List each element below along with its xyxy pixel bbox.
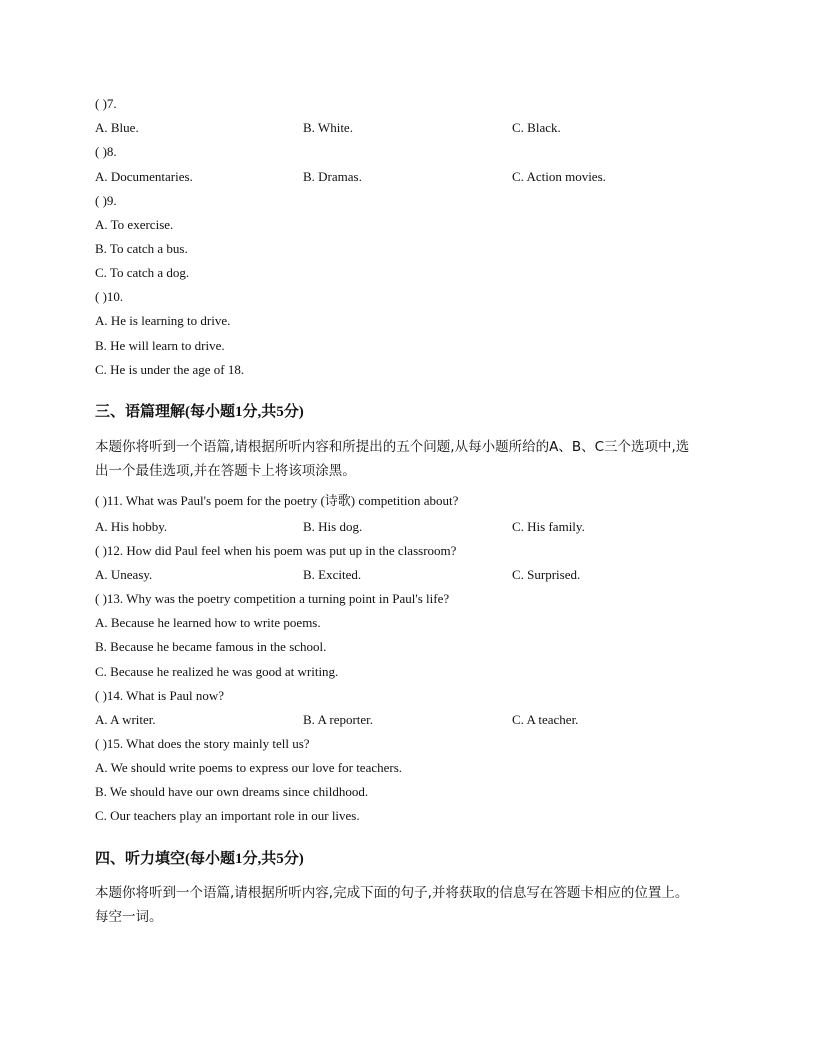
question-13-stem: ( )13. Why was the poetry competition a turning point in Paul's life?	[95, 591, 450, 606]
question-14-options	[95, 711, 735, 729]
question-10-option-b: B. He will learn to drive.	[95, 338, 225, 353]
question-13-option-c: C. Because he realized he was good at writing.	[95, 664, 339, 679]
question-10-stem: ( )10.	[95, 289, 124, 304]
option-a: A. Blue.	[95, 120, 139, 135]
question-9-option-a: A. To exercise.	[95, 217, 174, 232]
question-15-option-c: C. Our teachers play an important role in our lives.	[95, 808, 360, 823]
option-c: C. A teacher.	[512, 712, 579, 727]
section-4-instruction-line-2: 每空一词。	[95, 909, 163, 925]
section-4-instruction-line-1: 本题你将听到一个语篇,请根据所听内容,完成下面的句子,并将获取的信息写在答题卡相应的位置上。	[95, 885, 689, 901]
question-11-stem: ( )11. What was Paul's poem for the poetry (诗歌) competition about?	[95, 493, 459, 508]
section-3-instruction-line-2: 出一个最佳选项,并在答题卡上将该项涂黑。	[95, 463, 356, 479]
question-15-stem: ( )15. What does the story mainly tell us?	[95, 736, 310, 751]
question-9-option-b: B. To catch a bus.	[95, 241, 188, 256]
section-3-instruction-line-1: 本题你将听到一个语篇,请根据所听内容和所提出的五个问题,从每小题所给的A、B、C三个选项中,选	[95, 439, 690, 455]
option-a: A. A writer.	[95, 712, 156, 727]
option-b: B. Dramas.	[303, 169, 362, 184]
option-b: B. Excited.	[303, 567, 362, 582]
question-8-stem: ( )8.	[95, 144, 117, 159]
question-7-stem: ( )7.	[95, 96, 117, 111]
option-c: C. Action movies.	[512, 169, 606, 184]
question-9-option-c: C. To catch a dog.	[95, 265, 190, 280]
question-15-option-b: B. We should have our own dreams since childhood.	[95, 784, 369, 799]
option-c: C. Surprised.	[512, 567, 581, 582]
question-11-options	[95, 518, 735, 536]
question-13-option-a: A. Because he learned how to write poems.	[95, 615, 321, 630]
option-c: C. Black.	[512, 120, 561, 135]
option-b: B. White.	[303, 120, 353, 135]
section-4-title: 四、听力填空(每小题1分,共5分)	[95, 851, 304, 867]
option-b: B. His dog.	[303, 519, 363, 534]
question-10-option-a: A. He is learning to drive.	[95, 313, 231, 328]
question-12-options	[95, 566, 735, 584]
section-3-title: 三、语篇理解(每小题1分,共5分)	[95, 404, 304, 420]
option-b: B. A reporter.	[303, 712, 374, 727]
question-15-option-a: A. We should write poems to express our love for teachers.	[95, 760, 403, 775]
option-a: A. Uneasy.	[95, 567, 153, 582]
question-10-option-c: C. He is under the age of 18.	[95, 362, 245, 377]
option-c: C. His family.	[512, 519, 585, 534]
question-9-stem: ( )9.	[95, 193, 117, 208]
question-12-stem: ( )12. How did Paul feel when his poem was put up in the classroom?	[95, 543, 457, 558]
option-a: A. Documentaries.	[95, 169, 193, 184]
question-8-options	[95, 168, 735, 186]
section-3-instruction	[95, 435, 725, 483]
question-13-option-b: B. Because he became famous in the school.	[95, 639, 327, 654]
question-7-options	[95, 119, 735, 137]
option-a: A. His hobby.	[95, 519, 168, 534]
section-4-instruction	[95, 881, 725, 929]
question-14-stem: ( )14. What is Paul now?	[95, 688, 225, 703]
